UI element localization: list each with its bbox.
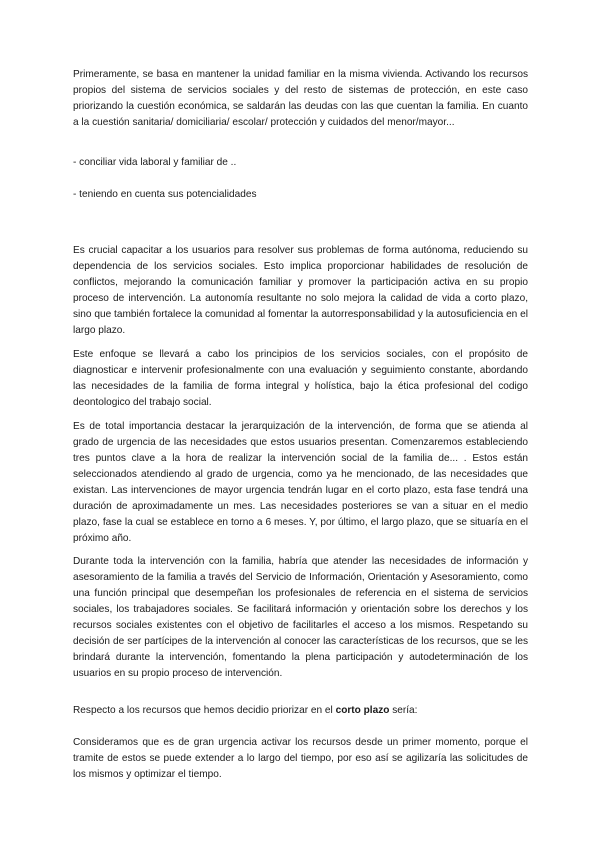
bullet-conciliate: - conciliar vida laboral y familiar de ..	[73, 157, 237, 168]
paragraph-autonomy: Es crucial capacitar a los usuarios para resolver sus problemas de forma autónoma, reduciendo su dependencia de los servicios sociales. Esto implica proporcionar habilidades de resolución de conflictos, mejorando la comunicación familiar y promover la participación activa en su propio proceso de intervención. La autonomía resultante no solo mejora la calidad de vida a corto plazo, sino que también fortalece la comunidad al fomentar la autorresponsabilidad y la autosuficiencia en el largo plazo.	[73, 245, 528, 336]
short-term-text-after: sería:	[389, 705, 418, 716]
paragraph-hierarchy: Es de total importancia destacar la jerarquización de la intervención, de forma que se atienda al grado de urgencia de las necesidades que estos usuarios presentan. Comenzaremos estableciendo tres puntos clave a la hora de realizar la intervención social de la familia de... . Estos están seleccionados atendiendo al grado de urgencia, como ya he mencionado, de las necesidades que existan. Las intervenciones de mayor urgencia tendrán lugar en el corto plazo, esta fase tendrá una duración de aproximadamente un mes. Las necesidades posteriores se van a situar en el medio plazo, fase la cual se establece en torno a 6 meses. Y, por último, el largo plazo, que se situaría en el próximo año.	[73, 421, 528, 544]
short-term-bold: corto plazo	[335, 705, 390, 716]
paragraph-approach: Este enfoque se llevará a cabo los principios de los servicios sociales, con el propósito de diagnosticar e intervenir profesionalmente con una evaluación y seguimiento constante, abordando las necesidades de la familia de forma integral y holística, bajo la ética profesional del codigo deontologico del trabajo social.	[73, 349, 528, 408]
paragraph-urgency: Consideramos que es de gran urgencia activar los recursos desde un primer momento, porque el tramite de estos se puede extender a lo largo del tiempo, por eso así se agilizaría las solicitudes de los mismos y optimizar el tiempo.	[73, 737, 528, 780]
paragraph-family-unit: Primeramente, se basa en mantener la unidad familiar en la misma vivienda. Activando los recursos propios del sistema de servicios sociales y del resto de sistemas de protección, en este caso priorizando la cuestión económica, se saldarán las deudas con las que cuentan la familia. En cuanto a la cuestión sanitaria/ domiciliaria/ escolar/ protección y cuidados del menor/mayor...	[73, 69, 528, 128]
short-term-text-before: Respecto a los recursos que hemos decidio priorizar en el	[73, 705, 336, 716]
bullet-potentialities: - teniendo en cuenta sus potencialidades	[73, 189, 257, 200]
paragraph-short-term	[73, 703, 528, 719]
paragraph-information: Durante toda la intervención con la familia, habría que atender las necesidades de información y asesoramiento de la familia a través del Servicio de Información, Orientación y Asesoramiento, como una función principal que desempeñan los profesionales de referencia en el sistema de servicios sociales, los trabajadores sociales. Se facilitará información y orientación sobre los derechos y los recursos sociales existentes con el objetivo de facilitarles el acceso a los mismos. Respetando su decisión de ser partícipes de la intervención al conocer las características de los recursos, que se les brindará durante la intervención, fomentando la plena participación y autodeterminación de los usuarios en su propio proceso de intervención.	[73, 556, 528, 679]
